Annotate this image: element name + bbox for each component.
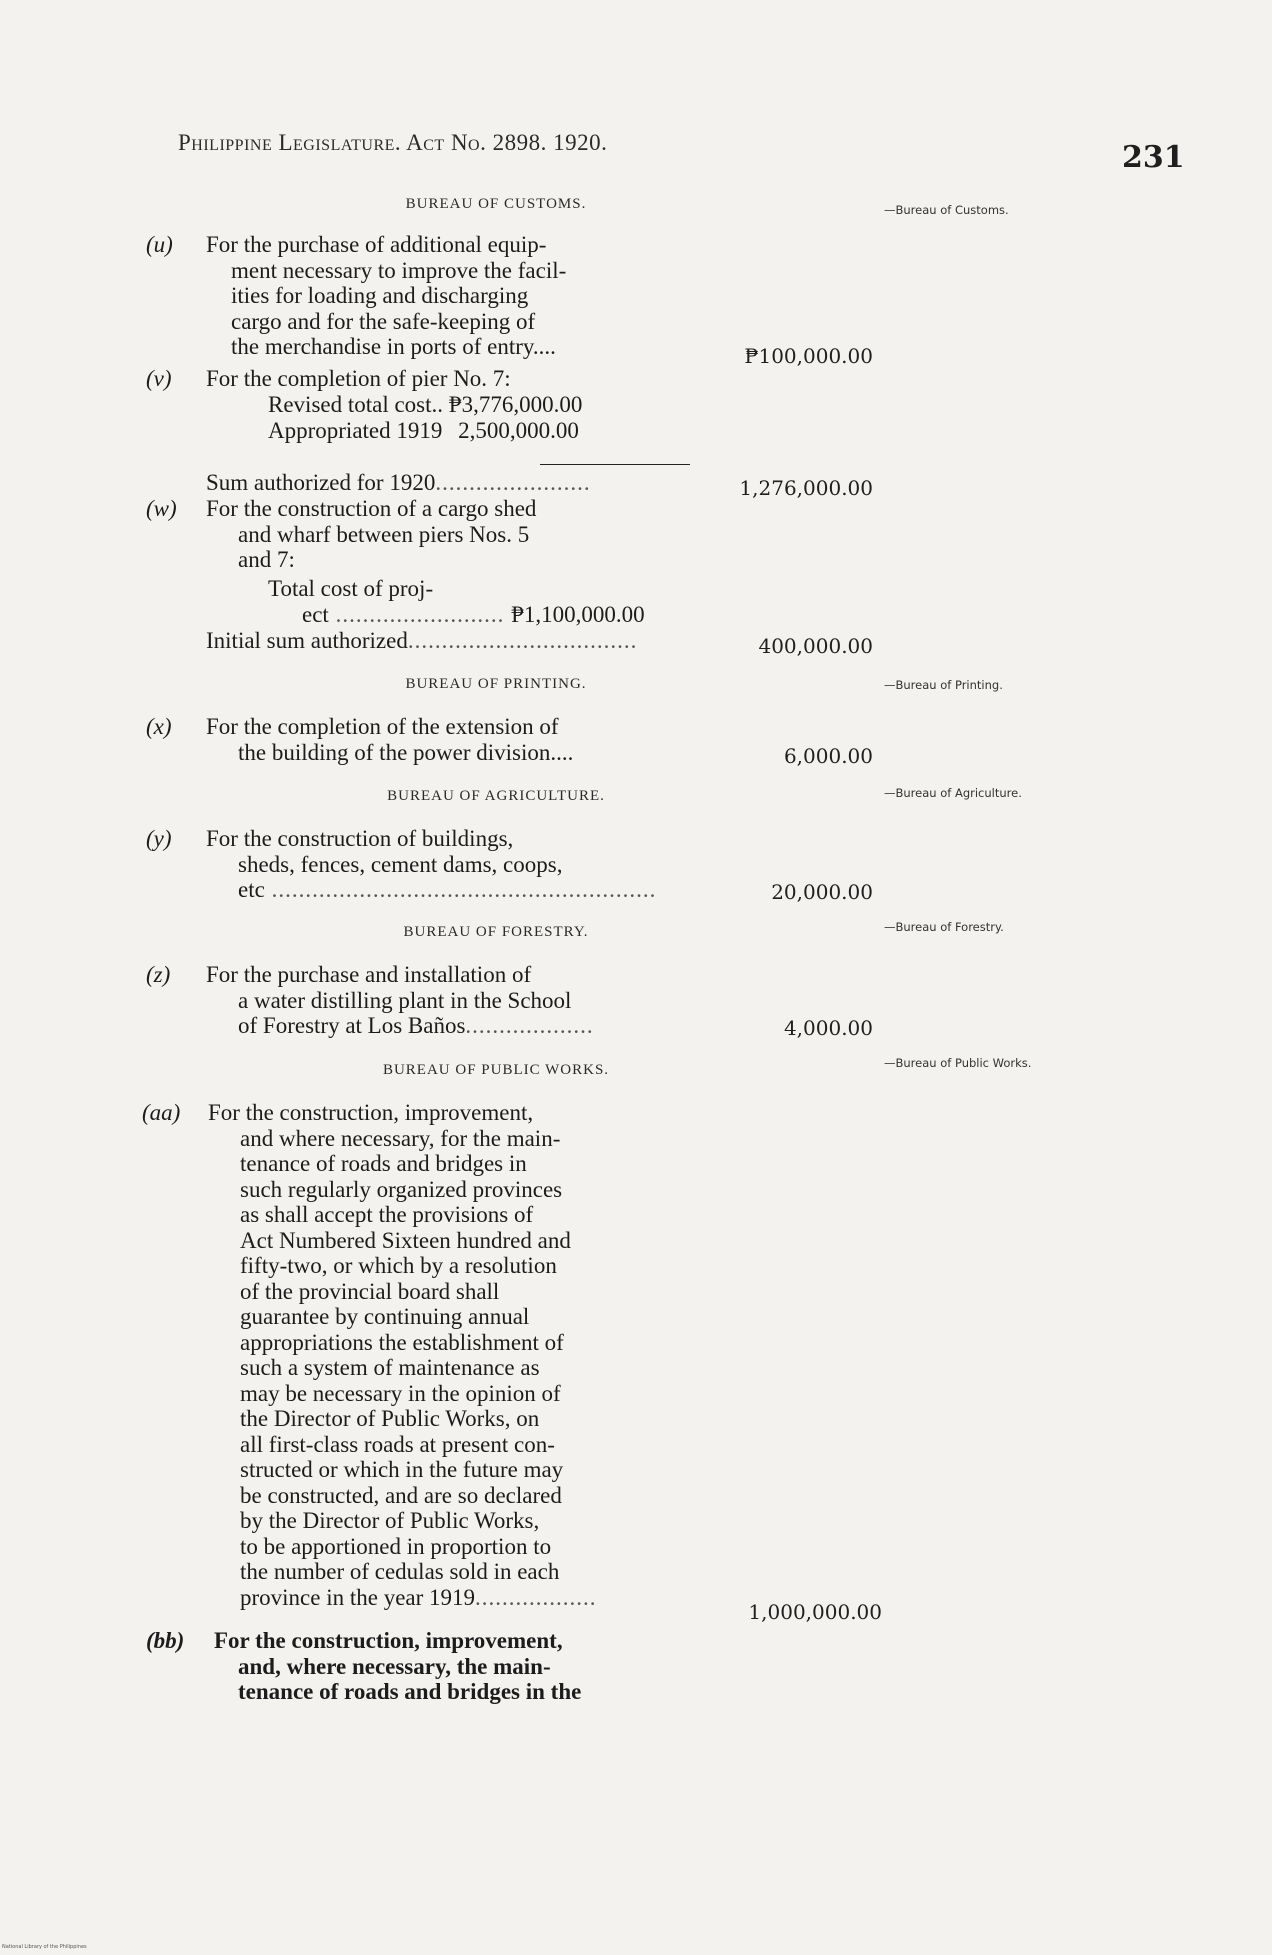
item-text bbox=[206, 232, 566, 360]
item-label: (bb) bbox=[146, 1628, 185, 1653]
text-line bbox=[208, 1585, 597, 1611]
amount-v: 1,276,000.00 bbox=[739, 476, 873, 500]
text-line bbox=[206, 1013, 594, 1039]
item-label: (z) bbox=[146, 962, 171, 987]
text-line: the Director of Public Works, on bbox=[240, 1406, 540, 1431]
total-cost-label-line: Total cost of proj- bbox=[268, 576, 434, 601]
section-heading-public-works: BUREAU OF PUBLIC WORKS. bbox=[382, 1062, 610, 1078]
text-line: fifty-two, or which by a resolution bbox=[240, 1253, 557, 1278]
item-text bbox=[206, 714, 573, 765]
running-head bbox=[178, 130, 607, 156]
total-cost-row bbox=[302, 602, 645, 628]
text-line: the number of cedulas sold in each bbox=[240, 1559, 560, 1584]
text-line: cargo and for the safe-keeping of bbox=[231, 308, 536, 334]
text-line: the building of the power division.... bbox=[238, 739, 574, 765]
text-line: such a system of maintenance as bbox=[240, 1355, 540, 1380]
text-line: may be necessary in the opinion of bbox=[240, 1380, 561, 1406]
text-line: For the purchase and installation of bbox=[206, 962, 532, 987]
scan-source-line: National Library of the Philippines bbox=[2, 1944, 87, 1950]
text-line: and 7: bbox=[238, 547, 295, 572]
text-line: a water distilling plant in the School bbox=[238, 987, 572, 1013]
text-line: structed or which in the future may bbox=[240, 1457, 564, 1482]
text-line: and where necessary, for the main- bbox=[240, 1125, 561, 1151]
section-heading-printing: BUREAU OF PRINTING. bbox=[405, 676, 587, 692]
appropriated-label: Appropriated 1919 bbox=[268, 418, 443, 443]
text-line: as shall accept the provisions of bbox=[240, 1202, 534, 1227]
appropriated-row bbox=[268, 418, 579, 444]
section-heading-agriculture: BUREAU OF AGRICULTURE. bbox=[387, 788, 605, 804]
amount-y: 20,000.00 bbox=[771, 880, 873, 904]
text-line: guarantee by continuing annual bbox=[240, 1304, 530, 1329]
line-text: province in the year 1919 bbox=[240, 1584, 476, 1610]
amount-aa: 1,000,000.00 bbox=[748, 1600, 882, 1624]
item-text bbox=[206, 962, 594, 1039]
leader-dots: .................................. bbox=[407, 628, 638, 653]
item-label: (x) bbox=[146, 714, 172, 739]
amount-z: 4,000.00 bbox=[783, 1016, 873, 1040]
margin-note-printing: —Bureau of Printing. bbox=[884, 678, 1003, 692]
text-line: For the construction, improvement, bbox=[208, 1100, 534, 1125]
margin-note-public-works: —Bureau of Public Works. bbox=[884, 1056, 1032, 1070]
margin-note-customs: —Bureau of Customs. bbox=[884, 203, 1009, 217]
line-text: etc bbox=[238, 877, 265, 902]
item-text bbox=[206, 826, 656, 903]
item-label: (u) bbox=[146, 232, 173, 257]
item-text bbox=[206, 496, 536, 573]
item-label: (y) bbox=[146, 826, 172, 851]
item-text bbox=[206, 366, 511, 392]
text-line: appropriations the establishment of bbox=[240, 1329, 564, 1355]
sum-authorized-label: Sum authorized for 1920 bbox=[206, 470, 436, 495]
text-line: by the Director of Public Works, bbox=[240, 1508, 540, 1533]
margin-note-forestry: —Bureau of Forestry. bbox=[884, 920, 1004, 934]
text-line: For the completion of the extension of bbox=[206, 714, 559, 739]
leader-dots: ....................... bbox=[435, 470, 591, 495]
item-label: (aa) bbox=[142, 1100, 181, 1125]
text-line: of the provincial board shall bbox=[240, 1278, 500, 1304]
text-line: For the completion of pier No. 7: bbox=[206, 366, 511, 391]
text-line bbox=[206, 877, 656, 903]
text-line: Act Numbered Sixteen hundred and bbox=[240, 1227, 571, 1253]
amount-w: 400,000.00 bbox=[758, 634, 873, 658]
appropriated-value: 2,500,000.00 bbox=[458, 418, 579, 443]
text-line: all first-class roads at present con- bbox=[240, 1431, 555, 1457]
margin-note-agriculture: —Bureau of Agriculture. bbox=[884, 786, 1022, 800]
text-line: ment necessary to improve the facil- bbox=[231, 257, 567, 283]
text-line: tenance of roads and bridges in bbox=[240, 1151, 527, 1176]
text-line: such regularly organized provinces bbox=[240, 1176, 563, 1202]
leader-dots: ......................................................... bbox=[264, 877, 657, 902]
text-line: ities for loading and discharging bbox=[231, 283, 529, 308]
revised-total-value: ₱3,776,000.00 bbox=[448, 392, 583, 417]
subtotal-rule bbox=[540, 464, 690, 465]
amount-x: 6,000.00 bbox=[783, 744, 873, 768]
item-text bbox=[208, 1100, 597, 1610]
text-line: For the construction of buildings, bbox=[206, 826, 514, 851]
total-cost-value: ₱1,100,000.00 bbox=[511, 602, 645, 627]
section-heading-customs: BUREAU OF CUSTOMS. bbox=[405, 196, 587, 212]
text-line: be constructed, and are so declared bbox=[240, 1482, 562, 1508]
text-line: For the construction, improvement, bbox=[214, 1628, 563, 1653]
leader-dots: ................... bbox=[465, 1013, 594, 1038]
initial-sum-label: Initial sum authorized bbox=[206, 628, 408, 653]
text-line: and wharf between piers Nos. 5 bbox=[238, 521, 530, 547]
section-heading-forestry: BUREAU OF FORESTRY. bbox=[403, 924, 589, 940]
leader-dots: ......................... bbox=[328, 602, 512, 627]
total-cost-label: ect bbox=[302, 602, 329, 627]
line-text: of Forestry at Los Baños bbox=[238, 1013, 466, 1038]
text-line: to be apportioned in proportion to bbox=[240, 1533, 552, 1559]
sum-authorized-row bbox=[206, 470, 591, 496]
item-label: (w) bbox=[146, 496, 177, 521]
text-line: tenance of roads and bridges in the bbox=[238, 1679, 582, 1704]
text-line: For the purchase of additional equip- bbox=[206, 232, 547, 257]
text-line: sheds, fences, cement dams, coops, bbox=[238, 851, 563, 877]
amount-u: ₱100,000.00 bbox=[744, 344, 873, 368]
revised-total-label: Revised total cost.. bbox=[268, 392, 444, 417]
text-line: the merchandise in ports of entry.... bbox=[231, 334, 556, 359]
text-line: For the construction of a cargo shed bbox=[206, 496, 537, 521]
item-label: (v) bbox=[146, 366, 172, 391]
page-number: 231 bbox=[1122, 140, 1185, 175]
initial-sum-row bbox=[206, 628, 637, 654]
revised-total-row bbox=[268, 392, 582, 418]
running-head-text: Philippine Legislature. Act No. 2898. 1920. bbox=[178, 130, 608, 155]
text-line: and, where necessary, the main- bbox=[238, 1653, 551, 1679]
leader-dots: .................. bbox=[475, 1584, 597, 1610]
item-text bbox=[214, 1628, 581, 1705]
